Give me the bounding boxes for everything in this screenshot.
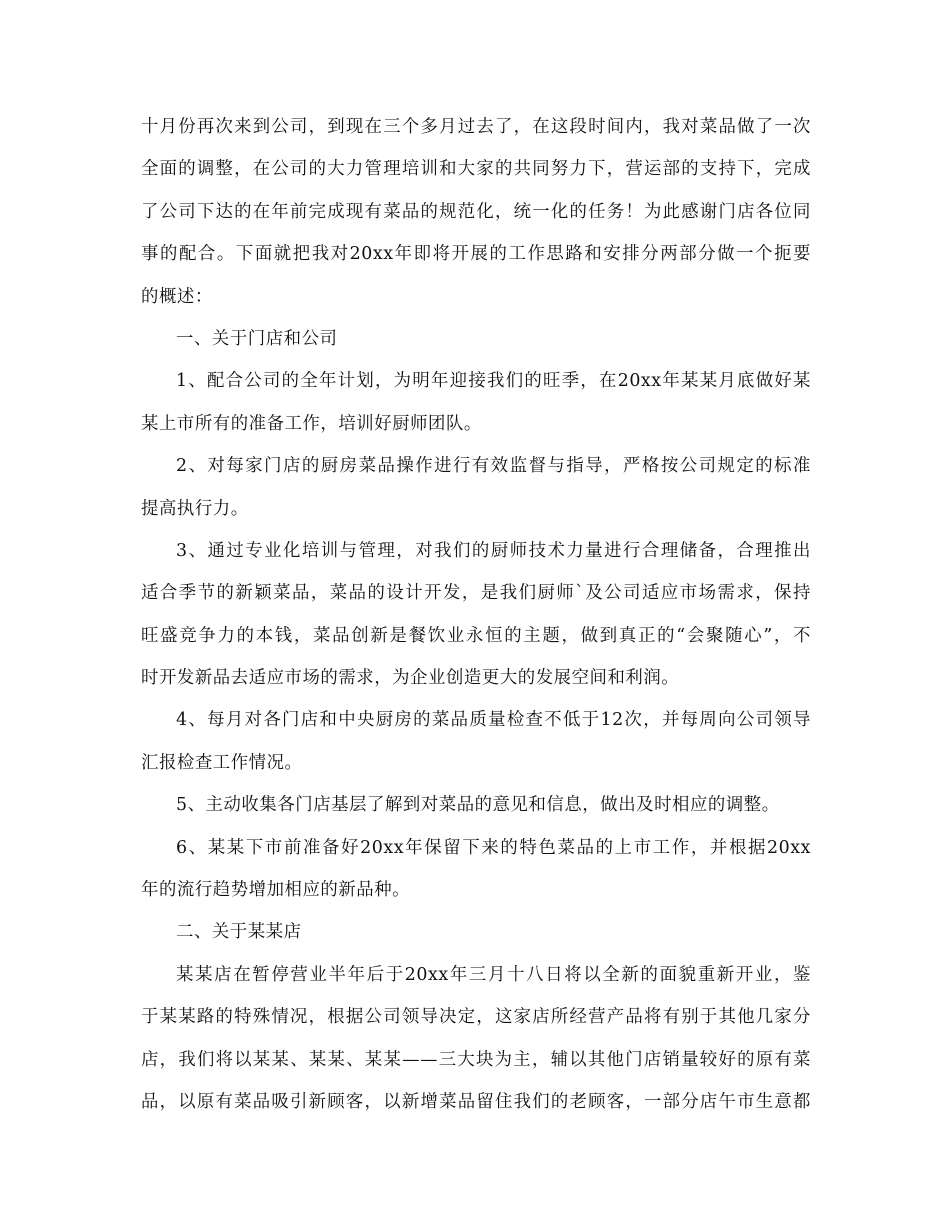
body-line: 了公司下达的在年前完成现有菜品的规范化，统一化的任务！为此感谢门店各位同 bbox=[141, 201, 811, 222]
body-line: 某某店在暂停营业半年后于20xx年三月十八日将以全新的面貌重新开业，鉴 bbox=[176, 964, 811, 985]
section-heading: 二、关于某某店 bbox=[176, 922, 302, 943]
document-page bbox=[141, 106, 811, 1123]
list-item-line: 4、每月对各门店和中央厨房的菜品质量检查不低于12次，并每周向公司领导 bbox=[176, 710, 811, 731]
section-heading: 一、关于门店和公司 bbox=[176, 328, 338, 349]
list-item-line: 某上市所有的准备工作，培训好厨师团队。 bbox=[141, 413, 482, 434]
body-line: 事的配合。下面就把我对20xx年即将开展的工作思路和安排分两部分做一个扼要 bbox=[141, 244, 811, 265]
list-item-line: 5、主动收集各门店基层了解到对菜品的意见和信息，做出及时相应的调整。 bbox=[176, 795, 780, 816]
list-item-line: 时开发新品去适应市场的需求，为企业创造更大的发展空间和利润。 bbox=[141, 668, 680, 689]
body-line: 全面的调整，在公司的大力管理培训和大家的共同努力下，营运部的支持下，完成 bbox=[141, 159, 811, 180]
list-item-line: 1、配合公司的全年计划，为明年迎接我们的旺季，在20xx年某某月底做好某 bbox=[176, 371, 811, 392]
list-item-line: 年的流行趋势增加相应的新品种。 bbox=[141, 880, 411, 901]
body-line: 的概述： bbox=[141, 286, 213, 307]
list-item-line: 汇报检查工作情况。 bbox=[141, 752, 303, 773]
body-line: 店，我们将以某某、某某、某某——三大块为主，辅以其他门店销量较好的原有菜 bbox=[141, 1049, 811, 1070]
list-item-line: 提高执行力。 bbox=[141, 498, 249, 519]
list-item-line: 2、对每家门店的厨房菜品操作进行有效监督与指导，严格按公司规定的标准 bbox=[176, 456, 811, 477]
list-item-line: 3、通过专业化培训与管理，对我们的厨师技术力量进行合理储备，合理推出 bbox=[176, 540, 811, 561]
list-item-line: 适合季节的新颖菜品，菜品的设计开发，是我们厨师`及公司适应市场需求，保持 bbox=[141, 583, 811, 604]
body-line: 于某某路的特殊情况，根据公司领导决定，这家店所经营产品将有别于其他几家分 bbox=[141, 1007, 811, 1028]
body-line: 十月份再次来到公司，到现在三个多月过去了，在这段时间内，我对菜品做了一次 bbox=[141, 117, 811, 137]
list-item-line: 6、某某下市前准备好20xx年保留下来的特色菜品的上市工作，并根据20xx bbox=[176, 837, 811, 858]
list-item-line: 旺盛竞争力的本钱，菜品创新是餐饮业永恒的主题，做到真正的“会聚随心”，不 bbox=[141, 625, 811, 646]
body-line: 品，以原有菜品吸引新顾客，以新增菜品留住我们的老顾客，一部分店午市生意都 bbox=[141, 1091, 811, 1112]
